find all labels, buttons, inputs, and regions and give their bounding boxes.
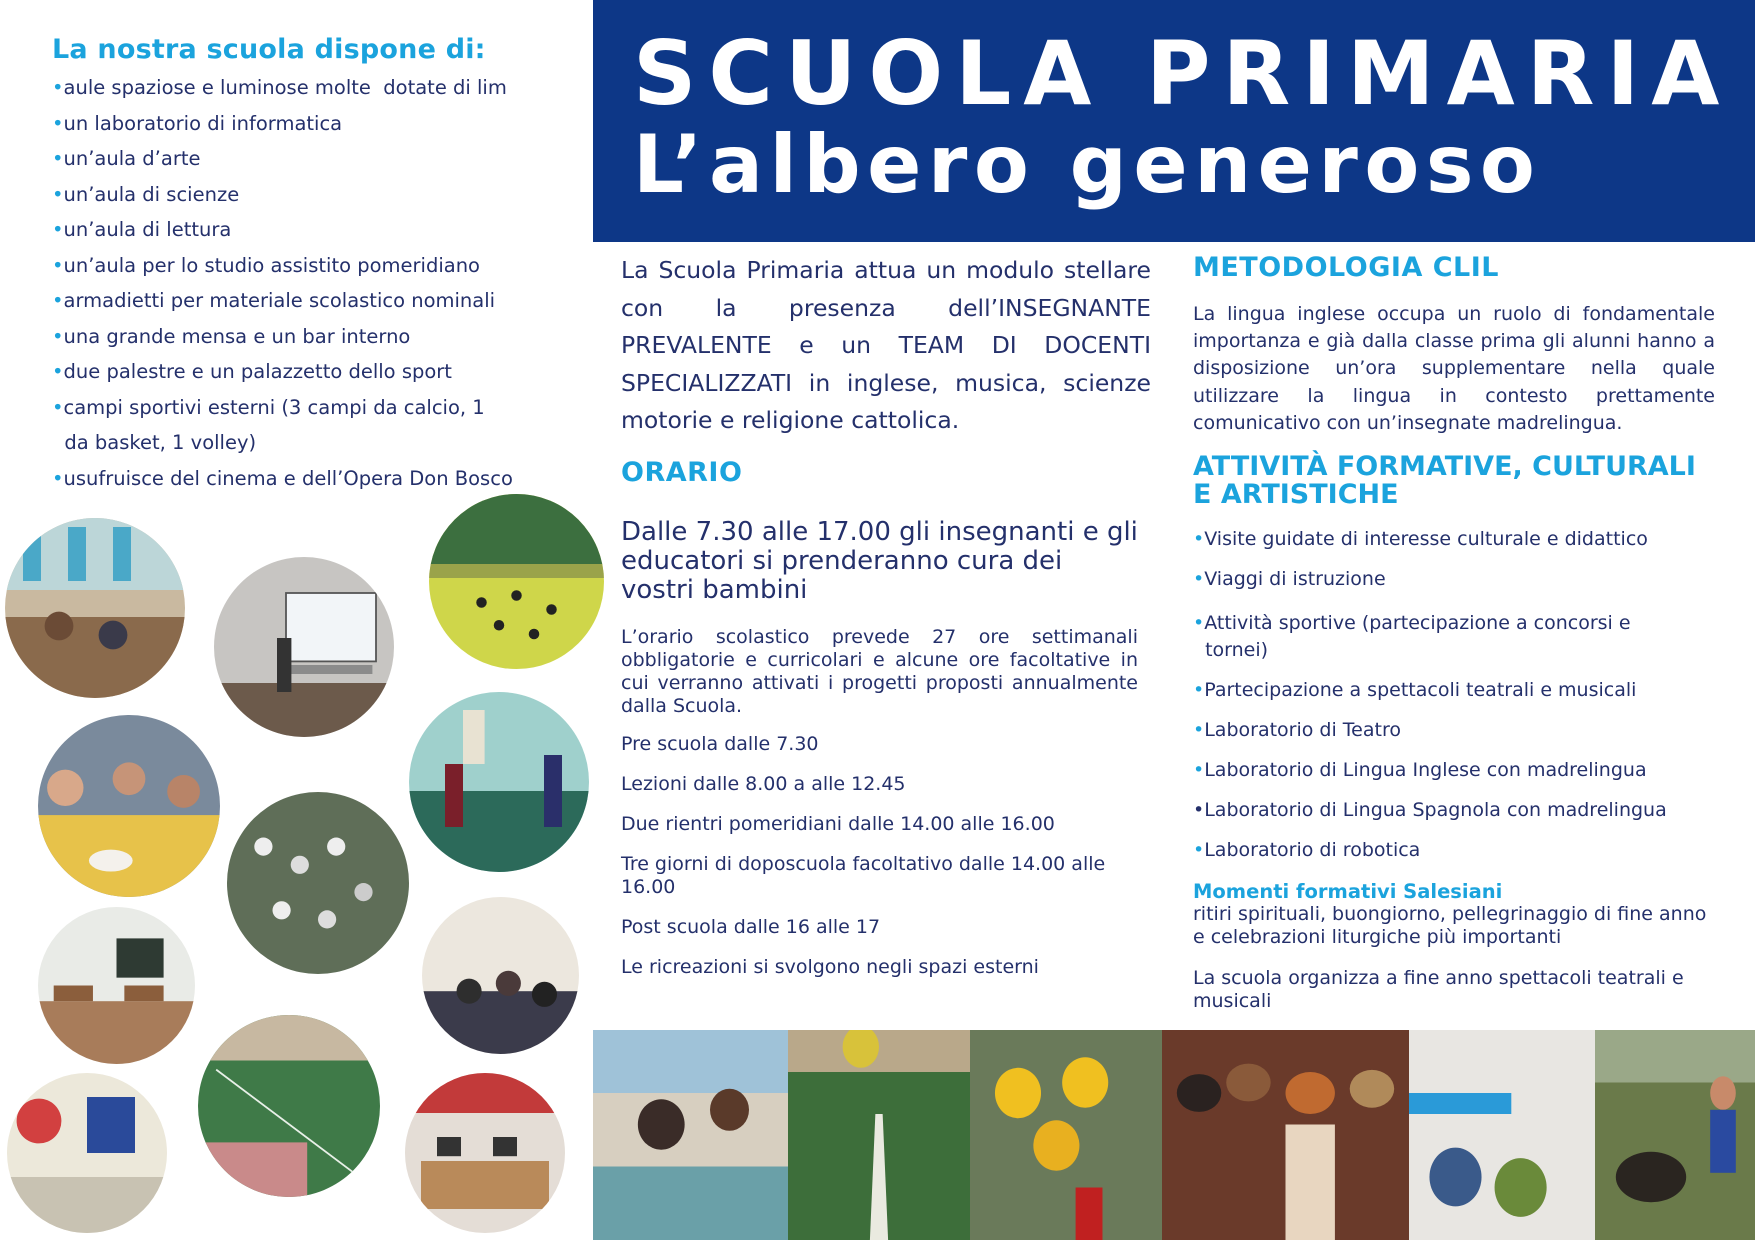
list-item: •Viaggi di istruzione: [1193, 568, 1386, 590]
attivita-heading: ATTIVITÀ FORMATIVE, CULTURALI E ARTISTICHE: [1193, 451, 1696, 510]
list-item: •aule spaziose e luminose molte dotate di lim: [52, 76, 507, 99]
bullet-icon: •: [52, 360, 64, 383]
firefighters-photo: [970, 1030, 1162, 1240]
facilities-title: La nostra scuola dispone di:: [52, 34, 486, 65]
salesiani-heading: Momenti formativi Salesiani: [1193, 880, 1503, 903]
bullet-icon: •: [1193, 568, 1205, 590]
list-item: •un’aula di scienze: [52, 182, 240, 206]
bullet-icon: •: [1193, 719, 1205, 741]
list-item: tornei): [1199, 639, 1269, 661]
list-item: Lezioni dalle 8.00 a alle 12.45: [621, 773, 906, 795]
exhibition-photo: [1409, 1030, 1595, 1240]
bullet-icon: •: [52, 218, 64, 241]
list-item: •un laboratorio di informatica: [52, 111, 343, 135]
list-item: •Partecipazione a spettacoli teatrali e musicali: [1193, 679, 1637, 701]
list-item: •usufruisce del cinema e dell’Opera Don Bosco: [52, 466, 513, 490]
bullet-icon: •: [52, 182, 64, 206]
activities-list: [1193, 526, 1715, 864]
bullet-icon: •: [52, 76, 64, 99]
classroom-photo: [5, 518, 185, 698]
reading-corner-photo: [422, 897, 579, 1054]
bullet-icon: •: [1193, 679, 1205, 701]
list-item: •Laboratorio di Lingua Spagnola con madrelingua: [1193, 799, 1667, 821]
list-item: Tre giorni di doposcuola facoltativo dalle 14.00 alle 16.00: [621, 853, 1106, 898]
bullet-icon: •: [52, 395, 64, 419]
bullet-icon: •: [1193, 528, 1205, 550]
notebooks-photo: [593, 1030, 788, 1240]
lim-lesson-photo: [214, 557, 394, 737]
list-item: •Attività sportive (partecipazione a concorsi e: [1193, 612, 1631, 634]
orario-lead: Dalle 7.30 alle 17.00 gli insegnanti e gli educatori si prenderanno cura dei vostri bambini: [621, 517, 1138, 605]
bullet-icon: •: [1193, 839, 1205, 861]
clil-heading: METODOLOGIA CLIL: [1193, 252, 1500, 283]
intro-block: [621, 252, 1151, 440]
list-item: •Laboratorio di Lingua Inglese con madrelingua: [1193, 759, 1647, 781]
orario-heading: ORARIO: [621, 457, 743, 488]
bullet-icon: •: [52, 111, 64, 135]
intro-text: La Scuola Primaria attua un modulo stellare con la presenza dell’INSEGNANTE PREVALENTE e un TEAM DI DOCENTI SPECIALIZZATI in inglese, musica, scienze motorie e religione cattolica.: [621, 256, 1151, 434]
bullet-icon: •: [52, 253, 64, 277]
list-item: •Visite guidate di interesse culturale e didattico: [1193, 528, 1648, 550]
clil-text: La lingua inglese occupa un ruolo di fondamentale importanza e già dalla classe prima gli alunni hanno a disposizione un’ora supplementare nella quale utilizzare la lingua in contesto prettamente comunicativo con un’insegnate madrelingua.: [1193, 303, 1715, 434]
list-item: •due palestre e un palazzetto dello sport: [52, 360, 452, 383]
page-title: SCUOLA PRIMARIA: [633, 22, 1732, 125]
orario-description: L’orario scolastico prevede 27 ore settimanali obbligatorie e curricolari e alcune ore facoltative in cui verranno attivati i progetti proposti annualmente dalla Scuola.: [621, 626, 1138, 717]
header-band: [593, 0, 1755, 242]
facilities-column: [0, 0, 590, 1240]
bullet-icon: •: [52, 324, 64, 348]
football-jump-photo: [788, 1030, 970, 1240]
computer-lab-photo: [405, 1073, 565, 1233]
football-field-photo: [198, 1015, 380, 1197]
list-item: Le ricreazioni si svolgono negli spazi esterni: [621, 956, 1039, 978]
list-item: •un’aula di lettura: [52, 218, 232, 241]
list-item: •Laboratorio di robotica: [1193, 839, 1421, 861]
farm-trip-photo: [1595, 1030, 1755, 1240]
bullet-icon: •: [1193, 799, 1205, 821]
list-item: •un’aula per lo studio assistito pomeridiano: [52, 253, 480, 277]
bullet-icon: •: [52, 147, 64, 170]
list-item: da basket, 1 volley): [58, 431, 257, 454]
bullet-icon: •: [52, 289, 64, 312]
gym-photo: [429, 494, 604, 669]
list-item: •un’aula d’arte: [52, 147, 201, 170]
list-item: •una grande mensa e un bar interno: [52, 324, 411, 348]
art-room-photo: [7, 1073, 167, 1233]
bullet-icon: •: [52, 466, 64, 490]
list-item: Due rientri pomeridiani dalle 14.00 alle 16.00: [621, 813, 1055, 835]
salesiani-text: ritiri spirituali, buongiorno, pellegrinaggio di fine anno e celebrazioni liturgiche più importanti: [1193, 903, 1707, 948]
list-item: •Laboratorio di Teatro: [1193, 719, 1401, 741]
theatre-photo: [1162, 1030, 1409, 1240]
courtyard-photo: [227, 792, 409, 974]
list-item: •armadietti per materiale scolastico nominali: [52, 289, 496, 312]
list-item: Post scuola dalle 16 alle 17: [621, 916, 881, 938]
closing-text: La scuola organizza a fine anno spettacoli teatrali e musicali: [1193, 967, 1684, 1012]
bullet-icon: •: [1193, 612, 1205, 634]
empty-classroom-photo: [38, 907, 195, 1064]
schedule-list: [621, 733, 1151, 996]
canteen-photo: [38, 715, 220, 897]
list-item: Pre scuola dalle 7.30: [621, 733, 819, 755]
bullet-icon: •: [1193, 759, 1205, 781]
page-subtitle: L’albero generoso: [633, 118, 1542, 211]
sport-hall-photo: [409, 692, 589, 872]
list-item: •campi sportivi esterni (3 campi da calcio, 1: [52, 395, 485, 419]
facilities-list: [52, 70, 572, 496]
